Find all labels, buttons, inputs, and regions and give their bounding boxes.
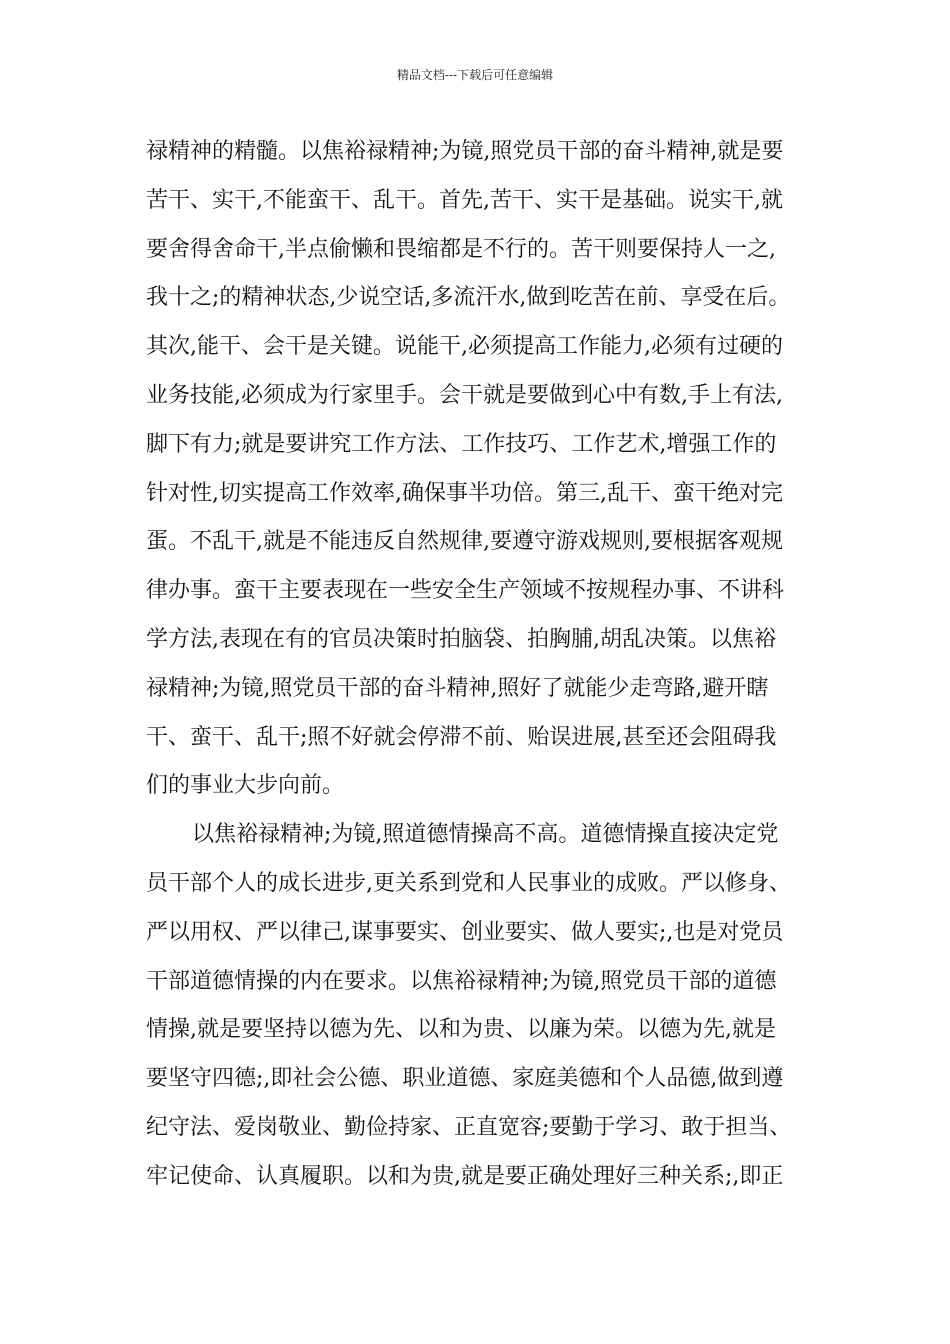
text-line: 纪守法、爱岗敬业、勤俭持家、正直宽容;要勤于学习、敢于担当、 [146,1114,792,1140]
text-line: 脚下有力;就是要讲究工作方法、工作技巧、工作艺术,增强工作的 [146,431,777,457]
text-line: 要舍得舍命干,半点偷懒和畏缩都是不行的。苦干则要保持人一之, [146,236,776,262]
text-line: 律办事。蛮干主要表现在一些安全生产领域不按规程办事、不讲科 [146,578,785,604]
text-line: 蛋。不乱干,就是不能违反自然规律,要遵守游戏规则,要根据客观规 [146,529,783,555]
text-line: 其次,能干、会干是关键。说能干,必须提高工作能力,必须有过硬的 [146,334,783,360]
text-line: 要坚守四德;,即社会公德、职业道德、家庭美德和个人品德,做到遵 [146,1066,784,1092]
text-line: 我十之;的精神状态,少说空话,多流汗水,做到吃苦在前、享受在后。 [146,285,791,311]
document-body [146,135,826,1209]
text-line: 严以用权、严以律己,谋事要实、创业要实、做人要实;,也是对党员 [146,919,784,945]
text-line: 苦干、实干,不能蛮干、乱干。首先,苦干、实干是基础。说实干,就 [146,187,783,213]
text-line: 禄精神;为镜,照党员干部的奋斗精神,照好了就能少走弯路,避开瞎 [146,675,769,701]
text-line: 干部道德情操的内在要求。以焦裕禄精神;为镜,照党员干部的道德 [146,968,777,994]
paragraph-first-line: 以焦裕禄精神;为镜,照道德情操高不高。道德情操直接决定党 [192,822,779,848]
text-line: 学方法,表现在有的官员决策时拍脑袋、拍胸脯,胡乱决策。以焦裕 [146,626,776,652]
text-line: 干、蛮干、乱干;照不好就会停滞不前、贻误进展,甚至还会阻碍我 [146,724,777,750]
page-header: 精品文档---下载后可任意编辑 [396,68,554,82]
text-line: 情操,就是要坚持以德为先、以和为贵、以廉为荣。以德为先,就是 [146,1017,776,1043]
text-line: 业务技能,必须成为行家里手。会干就是要做到心中有数,手上有法, [146,382,783,408]
text-line: 针对性,切实提高工作效率,确保事半功倍。第三,乱干、蛮干绝对完 [146,480,783,506]
text-line: 禄精神的精髓。以焦裕禄精神;为镜,照党员干部的奋斗精神,就是要 [146,139,784,164]
text-line: 们的事业大步向前。 [146,773,345,799]
text-line: 员干部个人的成长进步,更关系到党和人民事业的成败。严以修身、 [146,870,791,896]
text-line: 牢记使命、认真履职。以和为贵,就是要正确处理好三种关系;,即正 [146,1163,784,1189]
